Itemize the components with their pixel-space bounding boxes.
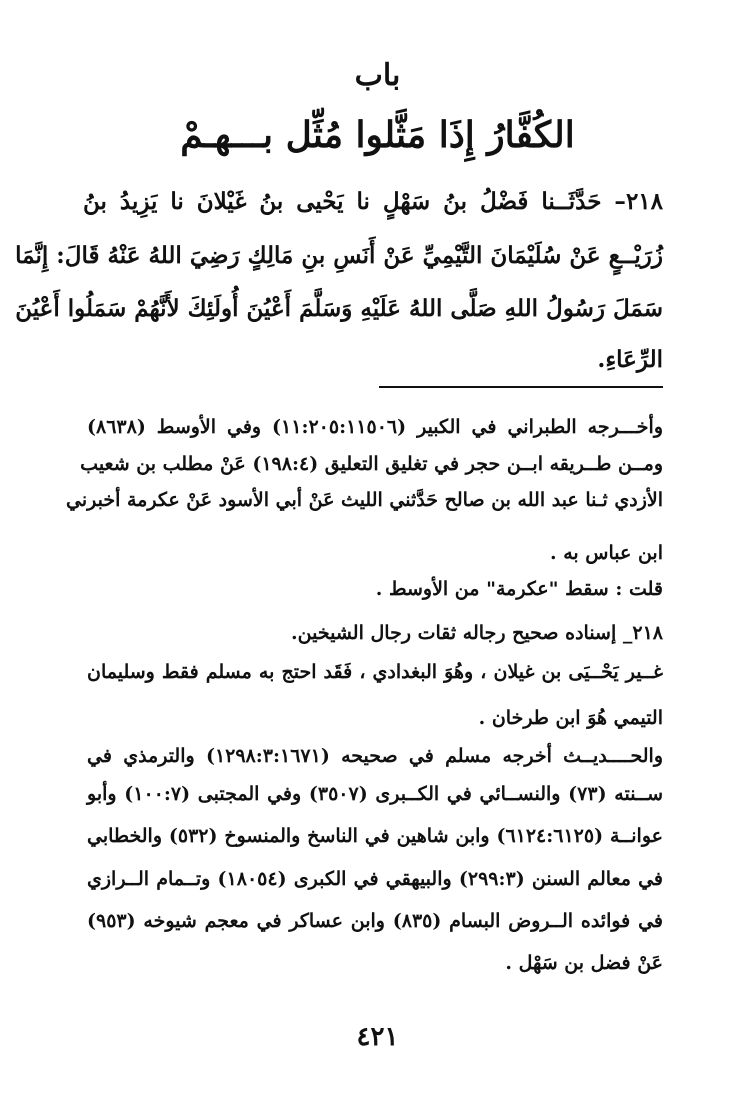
footnote-line: عوانــة (٦١٢٤:٦١٢٥) وابن شاهين في الناسخ والمنسوخ (٥٣٢) والخطابي — [87, 825, 663, 847]
hadith-line: الرِّعَاءِ. — [597, 346, 663, 373]
footnote-line: الأزدي ثـنا عبد الله بن صالح حَدَّثني الليث عَنْ أبي الأسود عَنْ عكرمة أخبرني — [66, 489, 663, 511]
footnote-line: في فوائده الــروض البسام (٨٣٥) وابن عساكر في معجم شيوخه (٩٥٣) — [87, 910, 663, 932]
chapter-title: الكُفَّارُ إِذَا مَثَّلوا مُثِّل بـــهـمْ — [180, 114, 575, 156]
footnote-line: ومــن طــريقه ابــن حجر في تغليق التعليق (١٩٨:٤) عَنْ مطلب بن شعيب — [80, 453, 663, 475]
chapter-heading: باب — [354, 58, 401, 93]
footnote-line: في معالم السنن (٢٩٩:٣) والبيهقي في الكبرى (١٨٠٥٤) وتــمام الــرازي — [87, 868, 663, 890]
footnote-line: التيمي هُوَ ابن طرخان . — [478, 707, 663, 729]
hadith-line: ٢١٨– حَدَّثَــنا فَضْلُ بنُ سَهْلٍ نا يَحْيى بنُ غَيْلانَ نا يَزِيدُ بنُ — [83, 188, 663, 215]
hadith-line: زُرَيْــعٍ عَنْ سُلَيْمَانَ التَّيْمِيِّ عَنْ أَنَسِ بنِ مَالِكٍ رَضِيَ اللهُ عَنْهُ قَالَ: إِنَّمَا — [15, 242, 663, 269]
footnote-line: ٢١٨_ إسناده صحيح رجاله ثقات رجال الشيخين. — [291, 622, 663, 644]
footnote-line: ابن عباس به . — [549, 542, 663, 564]
footnote-divider — [379, 386, 663, 388]
footnote-line: وأخـــرجه الطبراني في الكبير (١١:٢٠٥:١١٥٠٦) وفي الأوسط (٨٦٣٨) — [87, 416, 663, 438]
footnote-line: ســنته (٧٣) والنســائي في الكــبرى (٣٥٠٧) وفي المجتبى (١٠٠:٧) وأبو — [87, 783, 663, 805]
footnote-line: والحــــديــث أخرجه مسلم في صحيحه (١٢٩٨:٣:١٦٧١) والترمذي في — [87, 745, 663, 767]
hadith-line: سَمَلَ رَسُولُ اللهِ صَلَّى اللهُ عَلَيْهِ وَسَلَّمَ أَعْيُنَ أُولَئِكَ لأَنَّهُمْ سَمَلُوا أَعْيُنَ — [15, 295, 663, 322]
footnote-line: غــير يَحْــيَى بن غيلان ، وهُوَ البغدادي ، فَقَد احتج به مسلم فقط وسليمان — [87, 661, 663, 683]
page-number: ٤٢١ — [356, 1022, 399, 1052]
footnote-line: قلت : سقط "عكرمة" من الأوسط . — [375, 578, 663, 600]
footnote-line: عَنْ فضل بن سَهْل . — [505, 952, 663, 974]
